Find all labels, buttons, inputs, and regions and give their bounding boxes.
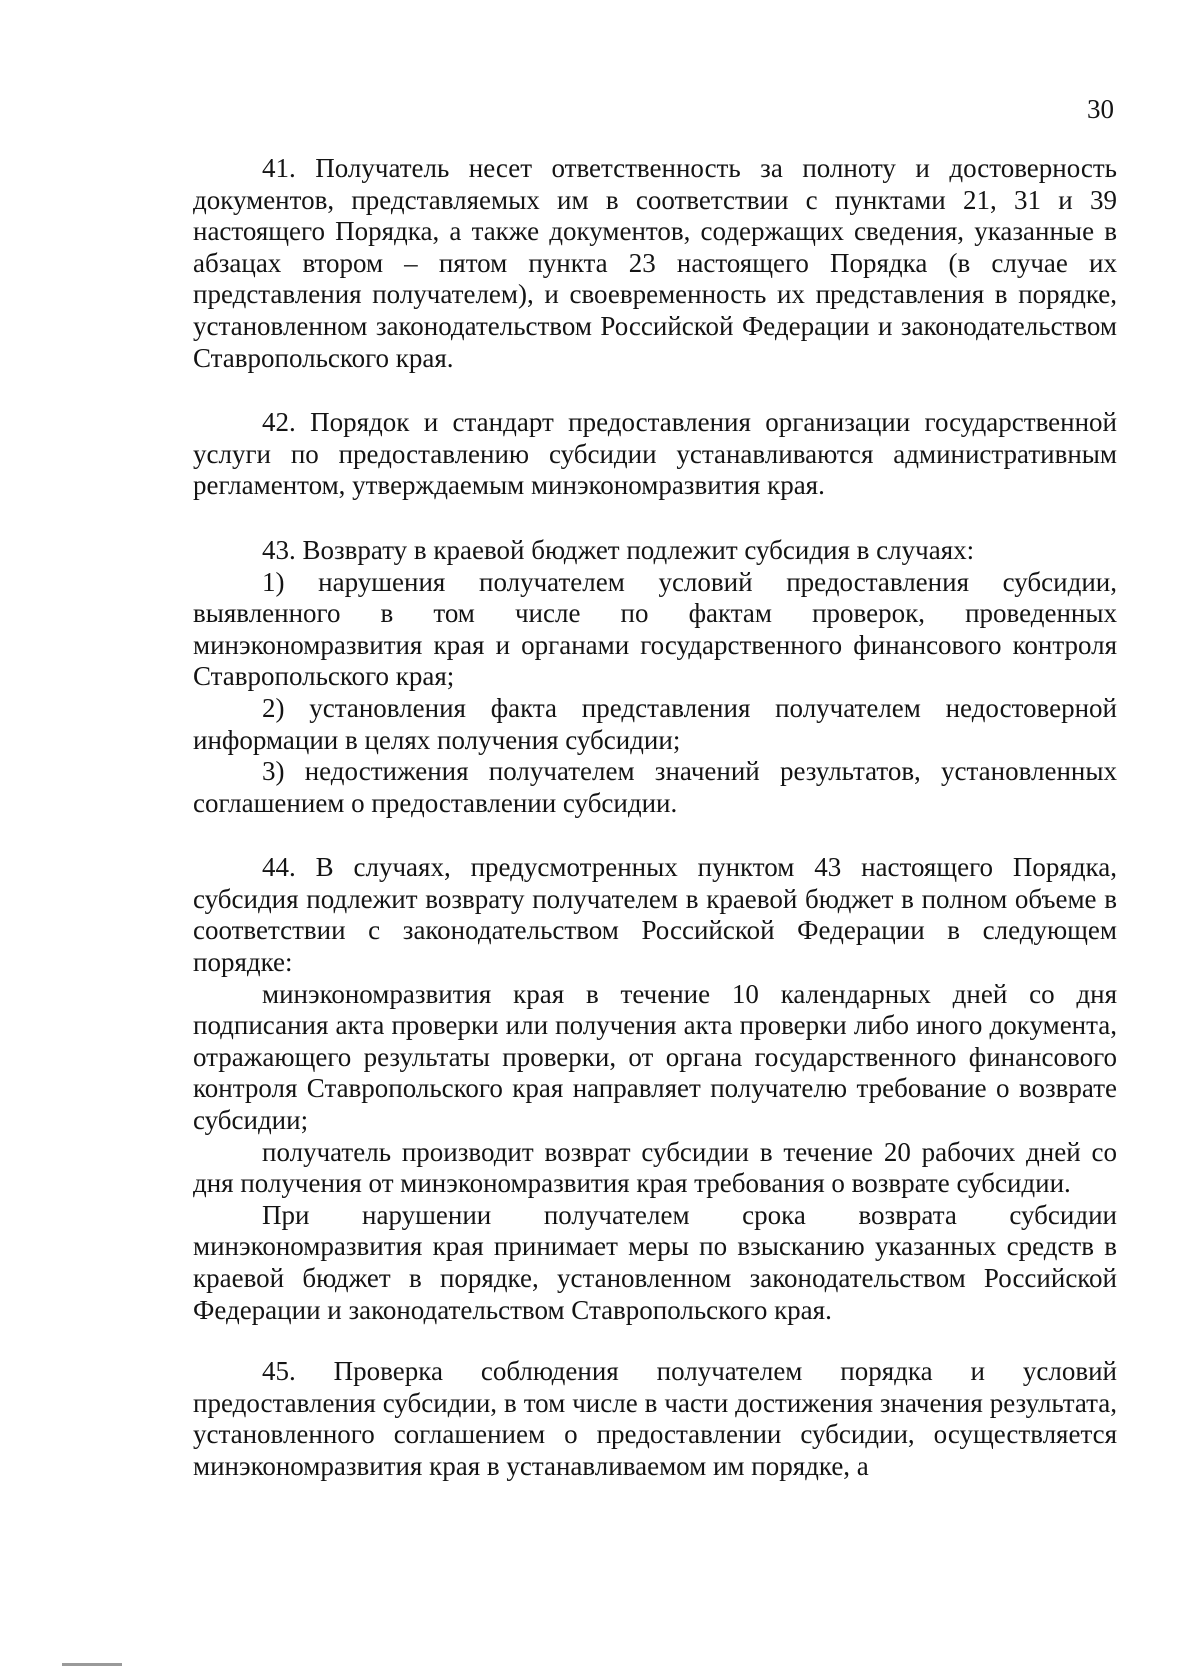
- paragraph-45: 45. Проверка соблюдения получателем порядка и условий предоставления субсидии, в том числе в части достижения значения результата, установленного соглашением о предоставлении субсидии, осуществляется минэкономразвития края в устанавливаемом им порядке, а: [193, 1356, 1117, 1481]
- paragraph-43-item-3: 3) недостижения получателем значений результатов, установленных соглашением о предоставлении субсидии.: [193, 756, 1117, 818]
- paragraph-44-part-3: При нарушении получателем срока возврата субсидии минэкономразвития края принимает меры по взысканию указанных средств в краевой бюджет в порядке, установленном законодательством Российской Федерации и законодательством Ставропольского края.: [193, 1199, 1117, 1325]
- paragraph-44-part-1: минэкономразвития края в течение 10 календарных дней со дня подписания акта проверки или получения акта проверки либо иного документа, отражающего результаты проверки, от органа государственного финансового контроля Ставропольского края направляет получателю требование о возврате субсидии;: [193, 978, 1117, 1136]
- paragraph-41: 41. Получатель несет ответственность за полноту и достоверность документов, представляемых им в соответствии с пунктами 21, 31 и 39 настоящего Порядка, а также документов, содержащих сведения, указанные в абзацах втором – пятом пункта 23 настоящего Порядка (в случае их представления получателем), и своевременность их представления в порядке, установленном законодательством Российской Федерации и законодательством Ставропольского края.: [193, 153, 1117, 373]
- paragraph-44-part-2: получатель производит возврат субсидии в течение 20 рабочих дней со дня получения от минэкономразвития края требования о возврате субсидии.: [193, 1136, 1117, 1199]
- document-body: [193, 153, 1117, 1483]
- paragraph-43: 43. Возврату в краевой бюджет подлежит субсидия в случаях:: [262, 534, 975, 565]
- scan-artifact-line: [62, 1663, 122, 1666]
- paragraph-42: 42. Порядок и стандарт предоставления организации государственной услуги по предоставлению субсидии устанавливаются административным регламентом, утверждаемым минэкономразвития края.: [193, 407, 1117, 501]
- page-number: 30: [1087, 94, 1114, 124]
- paragraph-44: 44. В случаях, предусмотренных пунктом 43 настоящего Порядка, субсидия подлежит возврату получателем в краевой бюджет в полном объеме в соответствии с законодательством Российской Федерации в следующем порядке:: [193, 852, 1117, 978]
- paragraph-43-item-2: 2) установления факта представления получателем недостоверной информации в целях получения субсидии;: [193, 692, 1117, 755]
- paragraph-43-item-1: 1) нарушения получателем условий предоставления субсидии, выявленного в том числе по фактам проверок, проведенных минэкономразвития края и органами государственного финансового контроля Ставропольского края;: [193, 566, 1117, 692]
